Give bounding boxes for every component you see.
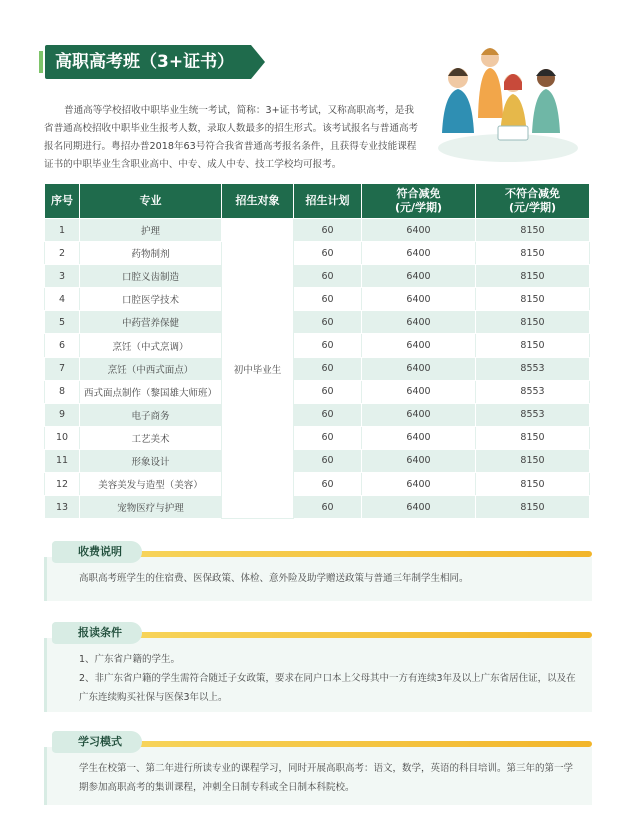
condition-item-2: 2、非广东省户籍的学生需符合随迁子女政策，要求在同户口本上父母其中一方有连续3年及以上广东省居住证，以及在广东连续购买社保与医保3年以上。: [79, 673, 576, 703]
table-row: [45, 473, 590, 496]
cell-plan: 60: [294, 242, 362, 265]
cell-no: 7: [45, 357, 80, 380]
cell-fee-unfit: 8150: [476, 473, 590, 496]
cell-major: 宠物医疗与护理: [80, 496, 222, 519]
cell-fee-fit: 6400: [362, 357, 476, 380]
fees-text: 高职高考班学生的住宿费、医保政策、体检、意外险及助学赠送政策与普通三年制学生相同。: [79, 573, 469, 584]
intro-paragraph: 普通高等学校招收中职毕业生统一考试，简称：3+证书考试，又称高职高考，是我省普通高校招收中职毕业生报考人数，录取人数最多的招生形式。该考试报名与普通高考报名同期进行。粤招办普2018年63号符合我省普通高考报名条件，且获得专业技能课程证书的中职毕业生含职业高中、中专、成人中专、技工学校均可报考。: [44, 105, 419, 170]
condition-item-1: 1、广东省户籍的学生。: [79, 654, 181, 665]
fees-title: 收费说明: [52, 541, 142, 563]
cell-plan: 60: [294, 403, 362, 426]
cell-fee-unfit: 8553: [476, 403, 590, 426]
cell-fee-unfit: 8150: [476, 311, 590, 334]
cell-no: 13: [45, 496, 80, 519]
cell-fee-unfit: 8150: [476, 426, 590, 449]
table-row: [45, 265, 590, 288]
conditions-body: [44, 638, 592, 712]
table-row: [45, 496, 590, 519]
cell-fee-fit: 6400: [362, 403, 476, 426]
cell-plan: 60: [294, 334, 362, 357]
cell-fee-unfit: 8553: [476, 357, 590, 380]
conditions-header: [52, 622, 592, 640]
cell-major: 药物制剂: [80, 242, 222, 265]
cell-target: 初中毕业生: [222, 219, 294, 519]
cell-fee-unfit: 8150: [476, 219, 590, 242]
cell-no: 11: [45, 449, 80, 472]
page-title: [45, 45, 251, 79]
cell-fee-fit: 6400: [362, 496, 476, 519]
cell-fee-unfit: 8150: [476, 449, 590, 472]
cell-no: 2: [45, 242, 80, 265]
cell-major: 烹饪（中西式面点）: [80, 357, 222, 380]
cell-plan: 60: [294, 380, 362, 403]
cell-fee-fit: 6400: [362, 334, 476, 357]
cell-plan: 60: [294, 311, 362, 334]
cell-no: 5: [45, 311, 80, 334]
students-illustration: [428, 38, 578, 168]
table-row: [45, 380, 590, 403]
cell-major: 烹饪（中式烹调）: [80, 334, 222, 357]
fees-body: [44, 557, 592, 601]
table-header-row: [45, 184, 590, 219]
cell-fee-fit: 6400: [362, 311, 476, 334]
cell-plan: 60: [294, 219, 362, 242]
conditions-header-bar: [132, 632, 592, 638]
col-header-no: 序号: [45, 184, 80, 219]
admission-table: [44, 183, 590, 519]
cell-major: 口腔医学技术: [80, 288, 222, 311]
cell-fee-fit: 6400: [362, 426, 476, 449]
cell-fee-unfit: 8150: [476, 288, 590, 311]
col-header-fee-unfit: 不符合减免 (元/学期): [476, 184, 590, 219]
cell-fee-fit: 6400: [362, 265, 476, 288]
cell-major: 工艺美术: [80, 426, 222, 449]
study-header-bar: [132, 741, 592, 747]
table-row: [45, 426, 590, 449]
cell-major: 美容美发与造型（美容）: [80, 473, 222, 496]
cell-plan: 60: [294, 288, 362, 311]
table-row: [45, 449, 590, 472]
cell-fee-fit: 6400: [362, 242, 476, 265]
table-row: [45, 403, 590, 426]
cell-no: 6: [45, 334, 80, 357]
col-header-plan: 招生计划: [294, 184, 362, 219]
cell-fee-fit: 6400: [362, 380, 476, 403]
table-row: [45, 357, 590, 380]
cell-major: 护理: [80, 219, 222, 242]
page-title-text: 高职高考班（3+证书）: [55, 52, 235, 72]
table-row: [45, 311, 590, 334]
title-accent: [39, 51, 43, 73]
cell-plan: 60: [294, 496, 362, 519]
study-body: [44, 747, 592, 805]
col-header-target: 招生对象: [222, 184, 294, 219]
cell-no: 9: [45, 403, 80, 426]
fees-header: [52, 541, 592, 559]
cell-major: 口腔义齿制造: [80, 265, 222, 288]
cell-fee-unfit: 8150: [476, 242, 590, 265]
cell-no: 10: [45, 426, 80, 449]
cell-no: 4: [45, 288, 80, 311]
cell-fee-unfit: 8553: [476, 380, 590, 403]
cell-fee-fit: 6400: [362, 219, 476, 242]
cell-plan: 60: [294, 265, 362, 288]
cell-plan: 60: [294, 426, 362, 449]
study-header: [52, 731, 592, 749]
cell-fee-fit: 6400: [362, 473, 476, 496]
cell-plan: 60: [294, 449, 362, 472]
fees-header-bar: [132, 551, 592, 557]
cell-fee-unfit: 8150: [476, 496, 590, 519]
cell-no: 8: [45, 380, 80, 403]
cell-major: 形象设计: [80, 449, 222, 472]
col-header-fee-fit: 符合减免 (元/学期): [362, 184, 476, 219]
cell-no: 1: [45, 219, 80, 242]
conditions-section: [44, 622, 592, 712]
cell-major: 电子商务: [80, 403, 222, 426]
cell-fee-unfit: 8150: [476, 334, 590, 357]
cell-plan: 60: [294, 473, 362, 496]
cell-major: 西式面点制作（黎国雄大师班）: [80, 380, 222, 403]
study-section: [44, 731, 592, 805]
table-row: [45, 288, 590, 311]
col-header-major: 专业: [80, 184, 222, 219]
cell-fee-unfit: 8150: [476, 265, 590, 288]
study-title: 学习模式: [52, 731, 142, 753]
table-row: [45, 334, 590, 357]
cell-fee-fit: 6400: [362, 449, 476, 472]
fees-section: [44, 541, 592, 601]
cell-no: 3: [45, 265, 80, 288]
table-body: [45, 219, 590, 519]
study-text: 学生在校第一、第二年进行所读专业的课程学习，同时开展高职高考：语文，数学，英语的科目培训。第三年的第一学期参加高职高考的集训课程，冲刺全日制专科或全日制本科院校。: [79, 763, 574, 793]
cell-fee-fit: 6400: [362, 288, 476, 311]
cell-no: 12: [45, 473, 80, 496]
table-row: [45, 219, 590, 242]
table-row: [45, 242, 590, 265]
conditions-title: 报读条件: [52, 622, 142, 644]
cell-major: 中药营养保健: [80, 311, 222, 334]
cell-plan: 60: [294, 357, 362, 380]
